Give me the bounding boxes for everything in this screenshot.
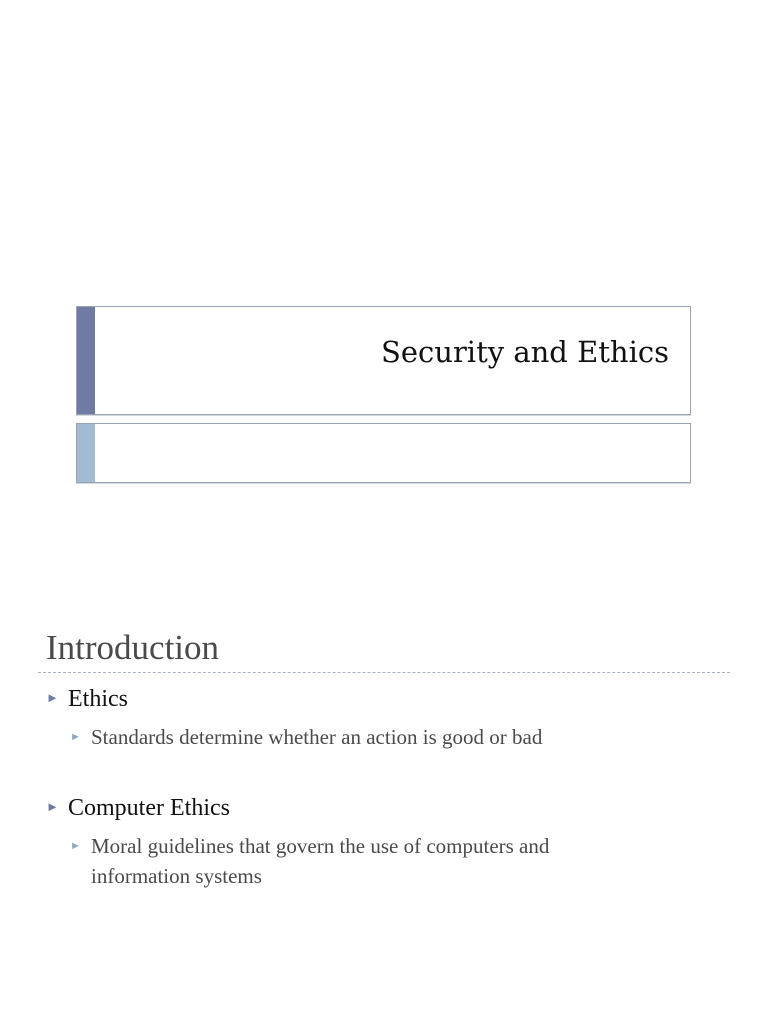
slide-heading: Introduction (46, 628, 220, 667)
title-placeholder[interactable] (76, 306, 691, 415)
content-slide (0, 600, 768, 1024)
sub-bullet-text: Standards determine whether an action is good or bad (91, 725, 543, 749)
bullet-item (46, 795, 230, 822)
sub-bullet-item (70, 831, 640, 891)
bullet-item (46, 686, 128, 713)
sub-bullet-item (70, 722, 542, 752)
triangle-right-icon: ► (46, 690, 59, 705)
subtitle-accent-bar (77, 424, 95, 482)
subtitle-placeholder[interactable] (76, 423, 691, 483)
bullet-text: Ethics (68, 686, 128, 712)
triangle-right-icon: ► (70, 731, 81, 743)
slide-title: Security and Ethics (381, 335, 669, 369)
heading-divider (38, 672, 730, 673)
triangle-right-icon: ► (46, 799, 59, 814)
bullet-text: Computer Ethics (68, 795, 230, 821)
title-accent-bar (77, 307, 95, 414)
triangle-right-icon: ► (70, 840, 81, 852)
sub-bullet-text: Moral guidelines that govern the use of computers and information systems (91, 834, 550, 888)
